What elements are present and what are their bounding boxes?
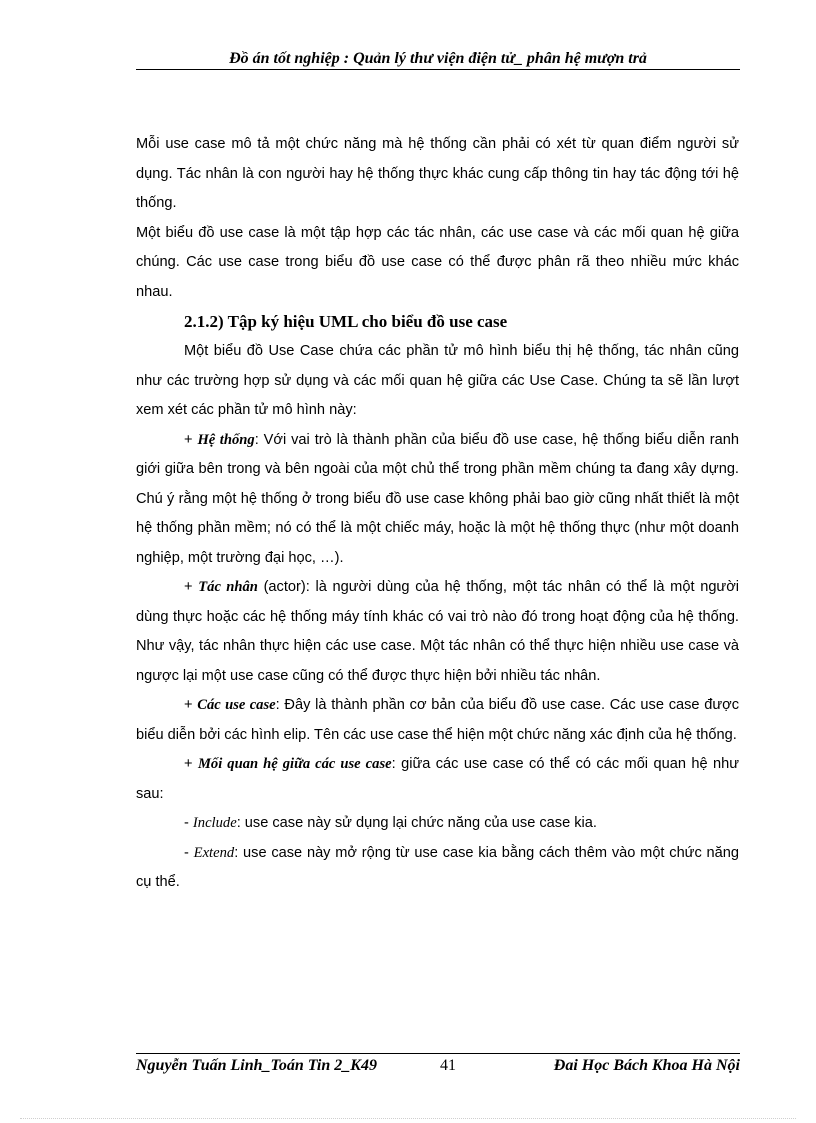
item-include-term: Include (192, 815, 237, 831)
document-body (136, 130, 739, 898)
paragraph-intro: Một biểu đồ Use Case chứa các phần tử mô hình biểu thị hệ thống, tác nhân cũng như các trường hợp sử dụng và các mối quan hệ giữa các Use Case. Chúng ta sẽ lần lượt xem xét các phần tử mô hình này: (136, 343, 739, 418)
page-number: 41 (440, 1057, 456, 1074)
section-heading: 2.1.2) Tập ký hiệu UML cho biểu đồ use case (184, 312, 508, 331)
page-bottom-edge (20, 1118, 796, 1119)
footer-author: Nguyễn Tuấn Linh_Toán Tin 2_K49 (136, 1057, 377, 1074)
page-footer (136, 1057, 740, 1079)
item-use-case (136, 691, 739, 750)
item-system-prefix: + (184, 431, 198, 448)
item-actor-prefix: + (184, 579, 199, 595)
item-extend-term: Extend (193, 844, 235, 861)
item-relations-prefix: + (184, 756, 198, 772)
paragraph-use-case-diagram: Một biểu đồ use case là một tập hợp các tác nhân, các use case và các mối quan hệ giữa chúng. Các use case trong biểu đồ use case có thể được phân rã theo nhiều mức khác nhau. (136, 224, 739, 300)
item-system (136, 426, 739, 574)
item-include (136, 809, 739, 839)
footer-university: Đai Học Bách Khoa Hà Nội (553, 1057, 740, 1074)
item-actor-text: (actor): là người dùng của hệ thống, một tác nhân có thể là một người dùng thực hoặc các hệ thống máy tính khác có vai trò nào đó trong hoạt động của hệ thống. Như vậy, tác nhân thực hiện các use case. Một tác nhân có thể thực hiện nhiều use case và ngược lại một use case cũng có thể được thực hiện bởi nhiều tác nhân. (136, 579, 740, 684)
paragraph-use-case-definition: Mỗi use case mô tả một chức năng mà hệ thống cần phải có xét từ quan điểm người sử dụng. Tác nhân là con người hay hệ thống thực khác cung cấp thông tin hay tác động tới hệ thống. (136, 136, 739, 211)
item-use-case-term: Các use case (197, 697, 276, 713)
footer-divider (136, 1053, 740, 1054)
header-divider (136, 69, 740, 70)
item-relations-term: Mối quan hệ giữa các use case (197, 756, 392, 772)
item-extend (136, 839, 739, 898)
item-extend-text: : use case này mở rộng từ use case kia bằng cách thêm vào một chức năng cụ thể. (136, 844, 740, 890)
item-actor-term: Tác nhân (198, 579, 258, 595)
item-extend-prefix: - (184, 844, 194, 861)
item-system-term: Hệ thống (197, 431, 255, 448)
page-header-title: Đồ án tốt nghiệp : Quản lý thư viện điện tử_ phân hệ mượn trả (229, 50, 647, 67)
item-include-prefix: - (184, 815, 193, 831)
item-use-case-text: : Đây là thành phần cơ bản của biểu đồ use case. Các use case được biểu diễn bởi các hình elip. Tên các use case thể hiện một chức năng xác định của hệ thống. (136, 697, 740, 743)
item-use-case-prefix: + (184, 697, 198, 713)
item-relations (136, 750, 739, 809)
item-include-text: : use case này sử dụng lại chức năng của use case kia. (236, 815, 597, 831)
item-actor (136, 573, 739, 691)
item-relations-text: : giữa các use case có thể có các mối quan hệ như sau: (136, 756, 740, 802)
item-system-text: : Với vai trò là thành phần của biểu đồ use case, hệ thống biểu diễn ranh giới giữa bên trong và bên ngoài của một chủ thể trong phần mềm chúng ta đang xây dựng. Chú ý rằng một hệ thống ở trong biểu đồ use case không phải bao giờ cũng nhất thiết là một hệ thống phần mềm; nó có thể là một chiếc máy, hoặc là một hệ thống thực (như một doanh nghiệp, một trường đại học, …). (136, 431, 740, 566)
